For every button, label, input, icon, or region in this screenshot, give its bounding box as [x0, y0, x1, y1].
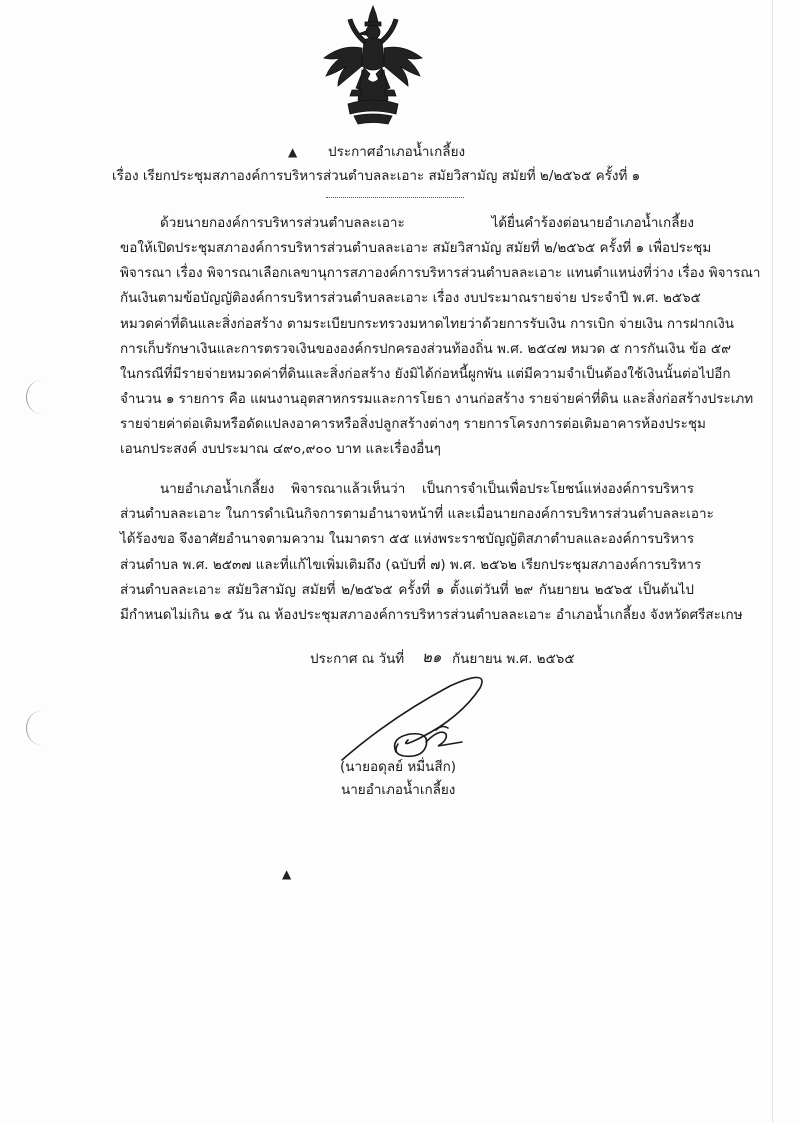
- paragraph-line: หมวดค่าที่ดินและสิ่งก่อสร้าง ตามระเบียบกระทรวงมหาดไทยว่าด้วยการรับเงิน การเบิก จ่ายเงิน การฝากเงิน: [120, 316, 734, 332]
- announce-prefix: ประกาศ ณ วันที่: [310, 651, 405, 667]
- document-title: ประกาศอำเภอน้ำเกลี้ยง: [328, 144, 466, 160]
- punch-hole: [26, 711, 57, 745]
- separator-dots: [326, 197, 464, 198]
- paragraph-line: การเก็บรักษาเงินและการตรวจเงินขององค์กรปกครองส่วนท้องถิ่น พ.ศ. ๒๕๔๗ หมวด ๕ การกันเงิน ข้อ ๕๙: [120, 341, 731, 357]
- paragraph-line: จำนวน ๑ รายการ คือ แผนงานอุตสาหกรรมและการโยธา งานก่อสร้าง รายจ่ายค่าที่ดิน และสิ่งก่อสร้างประเภท: [120, 391, 754, 407]
- paragraph-line: เอนกประสงค์ งบประมาณ ๔๙๐,๙๐๐ บาท และเรื่องอื่นๆ: [120, 441, 441, 457]
- paragraph-line: ส่วนตำบล พ.ศ. ๒๕๓๗ และที่แก้ไขเพิ่มเติมถึง (ฉบับที่ ๗) พ.ศ. ๒๕๖๒ เรียกประชุมสภาองค์การบริหาร: [120, 557, 702, 573]
- paragraph-line: รายจ่ายค่าต่อเติมหรือดัดแปลงอาคารหรือสิ่งปลูกสร้างต่างๆ รายการโครงการต่อเติมอาคารห้องประชุม: [120, 416, 706, 432]
- punch-hole: [26, 380, 57, 414]
- signature-icon: [330, 668, 500, 768]
- announce-day: ๒๑: [422, 648, 442, 666]
- scan-edge-line: [772, 0, 773, 1123]
- signer-position: นายอำเภอน้ำเกลี้ยง: [341, 782, 456, 798]
- document-subject: เรื่อง เรียกประชุมสภาองค์การบริหารส่วนตำบลละเอาะ สมัยวิสามัญ สมัยที่ ๒/๒๕๖๕ ครั้งที่ ๑: [112, 168, 641, 184]
- paragraph-line: ได้ร้องขอ จึงอาศัยอำนาจตามความ ในมาตรา ๕๕ แห่งพระราชบัญญัติสภาตำบลและองค์การบริหาร: [120, 531, 695, 547]
- paragraph-line: พิจารณา เรื่อง พิจารณาเลือกเลขานุการสภาองค์การบริหารส่วนตำบลละเอาะ แทนตำแหน่งที่ว่าง เรื่อง พิจารณา: [120, 265, 761, 281]
- paragraph-line: ส่วนตำบลละเอาะ ในการดำเนินกิจการตามอำนาจหน้าที่ และเมื่อนายกองค์การบริหารส่วนตำบลละเอาะ: [120, 506, 714, 522]
- paragraph-line: นายอำเภอน้ำเกลี้ยง พิจารณาแล้วเห็นว่า เป็นการจำเป็นเพื่อประโยชน์แห่งองค์การบริหาร: [160, 481, 694, 497]
- garuda-emblem-icon: [318, 4, 428, 128]
- announce-month-year: กันยายน พ.ศ. ๒๕๖๕: [452, 651, 575, 667]
- paragraph-line: กันเงินตามข้อบัญญัติองค์การบริหารส่วนตำบลละเอาะ เรื่อง งบประมาณรายจ่าย ประจำปี พ.ศ. ๒๕๖๕: [120, 290, 701, 306]
- ink-mark: ▲: [288, 145, 298, 159]
- paragraph-line: มีกำหนดไม่เกิน ๑๕ วัน ณ ห้องประชุมสภาองค์การบริหารส่วนตำบลละเอาะ อำเภอน้ำเกลี้ยง จังหวัดศรีสะเกษ: [120, 607, 743, 623]
- paragraph-line: ขอให้เปิดประชุมสภาองค์การบริหารส่วนตำบลละเอาะ สมัยวิสามัญ สมัยที่ ๒/๒๕๖๕ ครั้งที่ ๑ เพื่อประชุม: [120, 240, 712, 256]
- ink-mark: ▲: [282, 867, 292, 881]
- paragraph-line: ในกรณีที่มีรายจ่ายหมวดค่าที่ดินและสิ่งก่อสร้าง ยังมิได้ก่อหนี้ผูกพัน แต่มีความจำเป็นต้องใช้เงินนั้นต่อไปอีก: [120, 366, 731, 382]
- paragraph-line: ส่วนตำบลละเอาะ สมัยวิสามัญ สมัยที่ ๒/๒๕๖๕ ครั้งที่ ๑ ตั้งแต่วันที่ ๒๙ กันยายน ๒๕๖๕ เป็นต้นไป: [120, 582, 694, 598]
- signer-name: (นายอดุลย์ หมื่นสีก): [340, 759, 457, 775]
- paragraph-line: ด้วยนายกองค์การบริหารส่วนตำบลละเอาะ ได้ยื่นคำร้องต่อนายอำเภอน้ำเกลี้ยง: [160, 215, 694, 231]
